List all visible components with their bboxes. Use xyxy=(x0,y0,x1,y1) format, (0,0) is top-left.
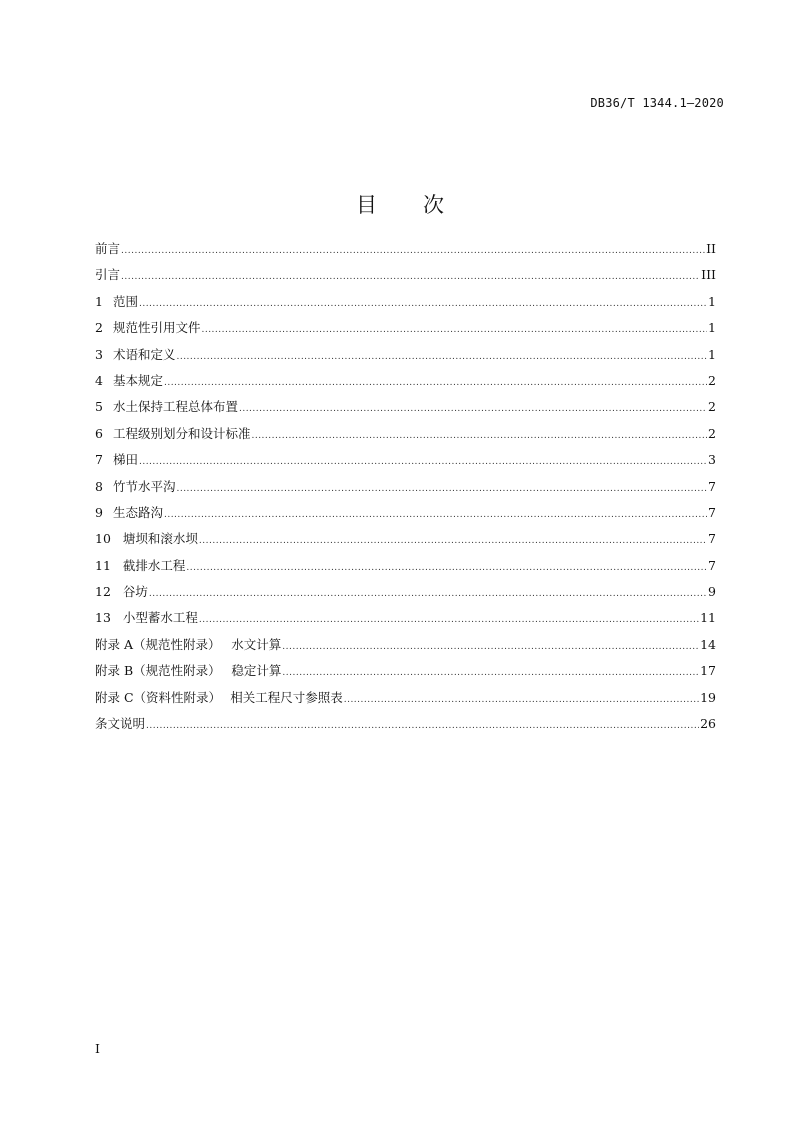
toc-entry[interactable] xyxy=(95,635,716,661)
toc-entry[interactable] xyxy=(95,688,716,714)
toc-entry-number: 2 xyxy=(95,320,103,336)
toc-entry-page: 7 xyxy=(708,531,716,547)
toc-entry-page: 7 xyxy=(708,557,716,573)
toc-dot-leader xyxy=(146,721,699,731)
toc-entry-number: 5 xyxy=(95,399,103,415)
toc-entry-page: 7 xyxy=(708,504,716,520)
toc-dot-leader xyxy=(139,299,707,309)
toc-entry-page: 2 xyxy=(708,399,716,415)
toc-dot-leader xyxy=(282,668,699,678)
toc-dot-leader xyxy=(139,457,707,467)
toc-dot-leader xyxy=(121,246,705,256)
toc-entry[interactable] xyxy=(95,661,716,687)
toc-entry[interactable] xyxy=(95,503,716,529)
toc-entry-subtitle: 稳定计算 xyxy=(231,663,282,679)
toc-entry[interactable] xyxy=(95,239,716,265)
toc-entry-label: 谷坊 xyxy=(122,584,148,600)
toc-entry[interactable] xyxy=(95,318,716,344)
toc-dot-leader xyxy=(239,404,707,414)
toc-entry[interactable] xyxy=(95,450,716,476)
toc-entry-label: 生态路沟 xyxy=(112,504,163,520)
toc-entry-subtitle: 水文计算 xyxy=(231,636,282,652)
toc-entry-number: 7 xyxy=(95,452,103,468)
toc-entry-label: 附录 B（规范性附录） xyxy=(95,663,221,679)
toc-entry[interactable] xyxy=(95,397,716,423)
toc-dot-leader xyxy=(164,378,707,388)
toc-entry-label: 水土保持工程总体布置 xyxy=(112,399,238,415)
toc-entry-label: 前言 xyxy=(95,241,121,256)
toc-entry-number: 1 xyxy=(95,293,103,309)
toc-entry[interactable] xyxy=(95,608,716,634)
toc-entry-number: 6 xyxy=(95,425,103,441)
toc-dot-leader xyxy=(176,352,707,362)
toc-entry-number: 9 xyxy=(95,504,103,520)
toc-entry-label: 梯田 xyxy=(112,452,138,468)
toc-entry-page: 17 xyxy=(700,663,716,679)
toc-dot-leader xyxy=(186,563,707,573)
toc-entry-label: 条文说明 xyxy=(95,716,146,732)
toc-entry-label: 工程级别划分和设计标准 xyxy=(112,425,251,441)
toc-entry-page: III xyxy=(701,267,716,283)
toc-entry-page: 9 xyxy=(708,584,716,600)
toc-entry-number: 12 xyxy=(95,584,111,600)
toc-dot-leader xyxy=(282,642,699,652)
toc-entry[interactable] xyxy=(95,714,716,740)
toc-entry-label: 截排水工程 xyxy=(122,557,186,573)
toc-entry-number: 13 xyxy=(95,610,111,626)
toc-entry-label: 附录 A（规范性附录） xyxy=(95,636,221,652)
toc-entry[interactable] xyxy=(95,345,716,371)
toc-entry[interactable] xyxy=(95,529,716,555)
toc-entry-number: 4 xyxy=(95,372,103,388)
toc-entry[interactable] xyxy=(95,265,716,291)
toc-entry-page: 11 xyxy=(700,610,716,626)
toc-entry-page: II xyxy=(706,241,716,256)
toc-dot-leader xyxy=(201,325,707,335)
toc-entry[interactable] xyxy=(95,292,716,318)
toc-entry-page: 1 xyxy=(708,293,716,309)
toc-entry-label: 范围 xyxy=(112,293,138,309)
toc-entry-page: 1 xyxy=(708,346,716,362)
toc-entry-number: 11 xyxy=(95,557,111,573)
toc-entry-page: 26 xyxy=(700,716,716,732)
toc-entry[interactable] xyxy=(95,582,716,608)
toc-entry-page: 2 xyxy=(708,425,716,441)
document-code: DB36/T 1344.1—2020 xyxy=(590,96,724,110)
toc-entry[interactable] xyxy=(95,424,716,450)
toc-entry-label: 小型蓄水工程 xyxy=(122,610,198,626)
toc-dot-leader xyxy=(176,484,707,494)
toc-entry-number: 8 xyxy=(95,478,103,494)
toc-entry-page: 1 xyxy=(708,320,716,336)
toc-entry-label: 附录 C（资料性附录） xyxy=(95,689,222,705)
page-title xyxy=(0,189,800,219)
toc-entry-label: 塘坝和滚水坝 xyxy=(122,531,198,547)
toc-entry-page: 7 xyxy=(708,478,716,494)
toc-entry[interactable] xyxy=(95,371,716,397)
toc-dot-leader xyxy=(344,695,699,705)
toc-dot-leader xyxy=(199,615,699,625)
toc-entry-label: 引言 xyxy=(95,267,121,283)
toc-entry-label: 基本规定 xyxy=(112,372,163,388)
toc-entry-subtitle: 相关工程尺寸参照表 xyxy=(230,689,343,705)
toc-entry-number: 3 xyxy=(95,346,103,362)
table-of-contents xyxy=(95,239,716,740)
toc-dot-leader xyxy=(149,589,707,599)
toc-entry-label: 规范性引用文件 xyxy=(112,320,201,336)
footer-page-number: I xyxy=(95,1041,100,1056)
toc-entry-page: 2 xyxy=(708,372,716,388)
toc-entry-page: 14 xyxy=(700,636,716,652)
toc-dot-leader xyxy=(199,536,707,546)
toc-entry[interactable] xyxy=(95,556,716,582)
toc-entry-label: 术语和定义 xyxy=(112,346,176,362)
page-title-char: 目 xyxy=(356,193,377,218)
toc-dot-leader xyxy=(164,510,707,520)
toc-dot-leader xyxy=(121,272,700,282)
toc-entry-label: 竹节水平沟 xyxy=(112,478,176,494)
toc-entry-number: 10 xyxy=(95,531,111,547)
toc-entry-page: 3 xyxy=(708,452,716,468)
toc-entry[interactable] xyxy=(95,477,716,503)
page-title-char: 次 xyxy=(423,193,444,218)
toc-dot-leader xyxy=(251,431,707,441)
toc-entry-page: 19 xyxy=(700,689,716,705)
